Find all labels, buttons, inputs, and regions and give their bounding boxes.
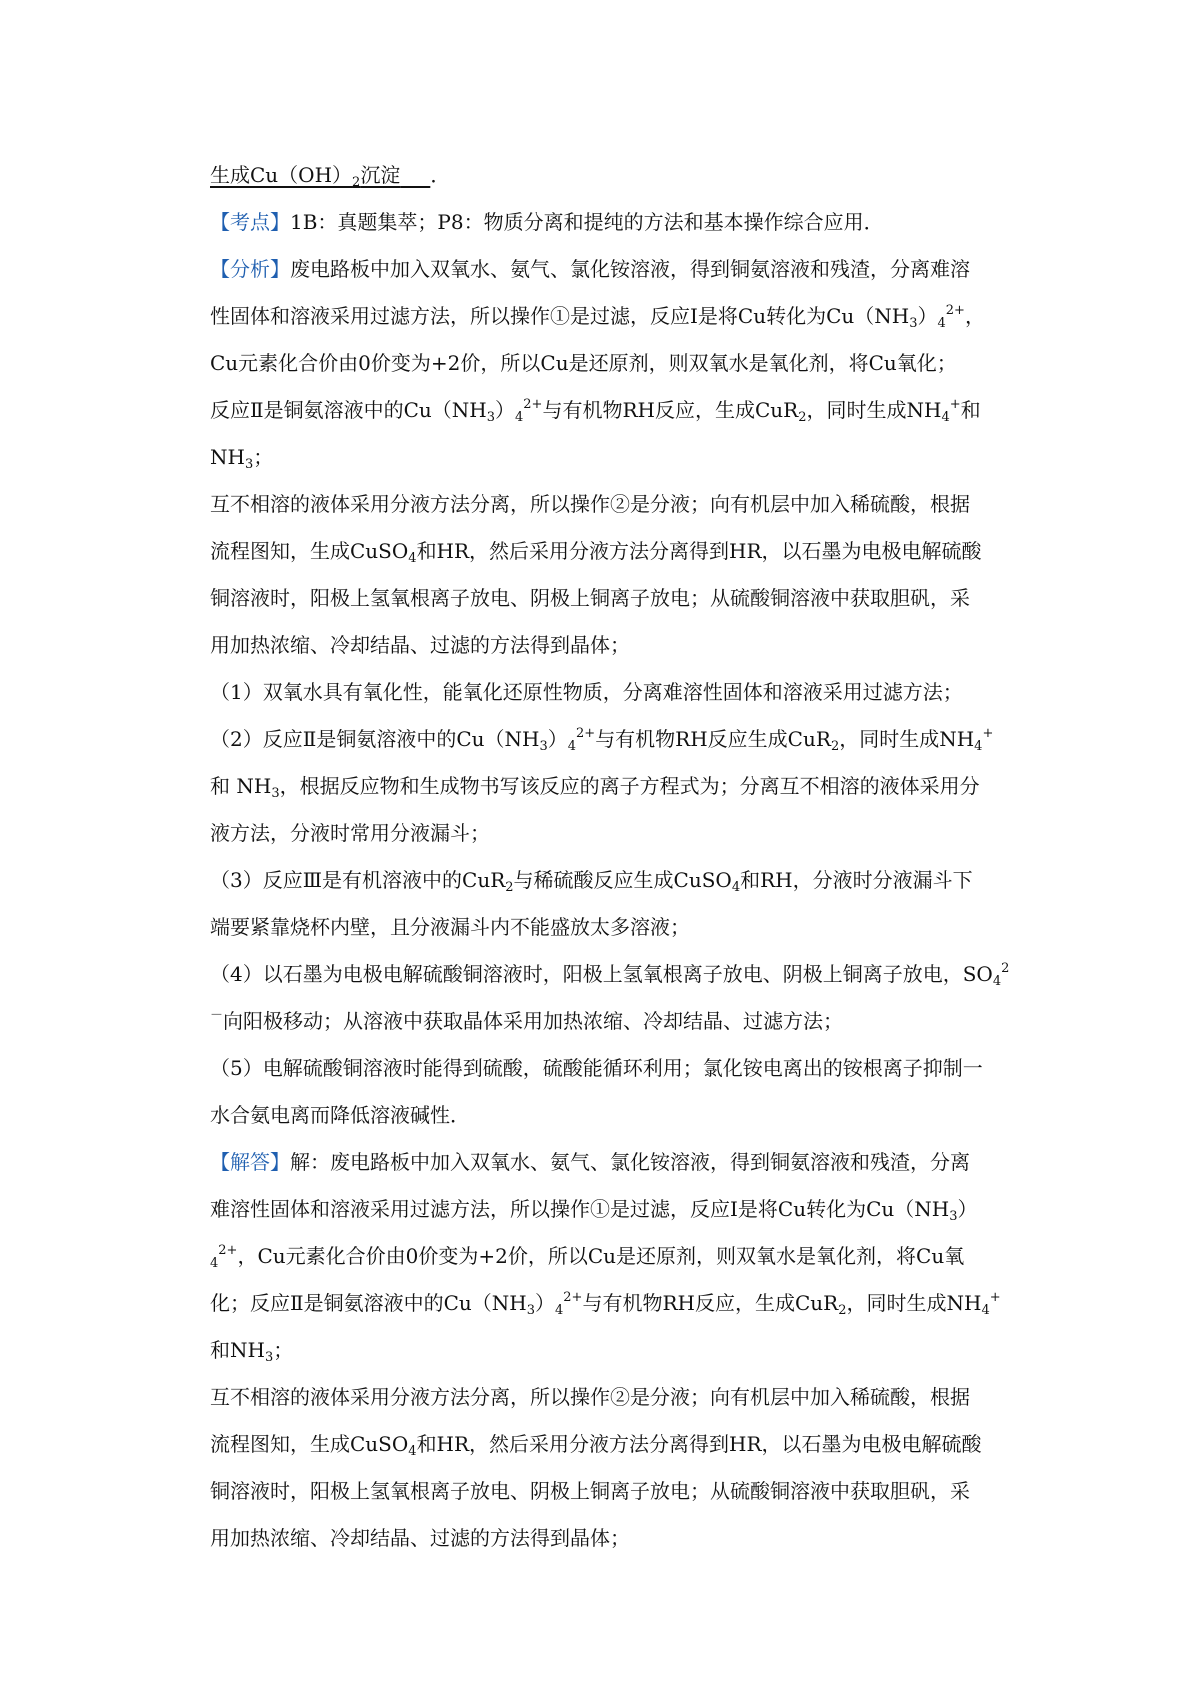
text: ，同时生成NH	[839, 727, 975, 751]
subscript: 2	[352, 175, 361, 190]
text: 和 NH	[210, 774, 272, 798]
subscript: 3	[264, 1350, 274, 1365]
superscript: +	[982, 726, 994, 741]
subscript: 2	[838, 1303, 847, 1318]
text: ）	[535, 1291, 555, 1315]
text: （1）双氧水具有氧化性，能氧化还原性物质，分离难溶性固体和溶液采用过滤方法；	[210, 680, 963, 704]
text: ；	[253, 445, 274, 469]
text: 流程图知，生成CuSO	[210, 539, 409, 563]
text: 沉淀	[360, 163, 401, 187]
subscript: 3	[486, 410, 495, 425]
text: （3）反应Ⅲ是有机溶液中的CuR	[210, 868, 506, 892]
answer-body	[210, 152, 1022, 1562]
jieda-line-7	[210, 1421, 1022, 1468]
fenxi-line-7	[210, 528, 1022, 575]
point-4-line-2	[210, 998, 1022, 1045]
text: 互不相溶的液体采用分液方法分离，所以操作②是分液；向有机层中加入稀硫酸，根据	[210, 1385, 970, 1409]
text: ，同时生成NH	[846, 1291, 982, 1315]
text: ；	[273, 1338, 294, 1362]
subscript: 4	[974, 739, 983, 754]
text: 向阳极移动；从溶液中获取晶体采用加热浓缩、冷却结晶、过滤方法；	[223, 1009, 844, 1033]
point-2-line-2	[210, 763, 1022, 810]
text: （2）反应Ⅱ是铜氨溶液中的Cu（NH	[210, 727, 540, 751]
superscript: 2+	[218, 1243, 238, 1258]
jieda-tag: 【解答】	[210, 1150, 290, 1174]
subscript: 4	[515, 410, 524, 425]
text: ）	[917, 304, 938, 328]
text: 性固体和溶液采用过滤方法，所以操作①是过滤，反应Ⅰ是将Cu转化为Cu（NH	[210, 304, 910, 328]
fenxi-line-3	[210, 340, 1022, 387]
text: 铜溶液时，阳极上氢氧根离子放电、阴极上铜离子放电；从硫酸铜溶液中获取胆矾，采	[210, 586, 970, 610]
text: ，Cu元素化合价由0价变为+2价，所以Cu是还原剂，则双氧水是氧化剂，将Cu氧	[237, 1244, 965, 1268]
text: 用加热浓缩、冷却结晶、过滤的方法得到晶体；	[210, 1526, 630, 1550]
superscript: 2+	[945, 303, 965, 318]
subscript: 4	[992, 974, 1002, 989]
fenxi-line-4	[210, 387, 1022, 434]
superscript: 2+	[576, 726, 596, 741]
subscript: 4	[981, 1303, 990, 1318]
point-2	[210, 716, 1022, 763]
text: 与稀硫酸反应生成CuSO	[513, 868, 732, 892]
subscript: 3	[949, 1209, 958, 1224]
superscript: 2	[1001, 961, 1010, 976]
point-5	[210, 1045, 1022, 1092]
text: 水合氨电离而降低溶液碱性．	[210, 1103, 470, 1127]
subscript: 4	[408, 1444, 417, 1459]
text: 铜溶液时，阳极上氢氧根离子放电、阴极上铜离子放电；从硫酸铜溶液中获取胆矾，采	[210, 1479, 970, 1503]
jieda-line-4	[210, 1280, 1022, 1327]
text: NH	[210, 445, 245, 469]
text: 难溶性固体和溶液采用过滤方法，所以操作①是过滤，反应Ⅰ是将Cu转化为Cu（NH	[210, 1197, 950, 1221]
text: 和	[960, 398, 981, 422]
jieda-line-9	[210, 1515, 1022, 1562]
fenxi-line-6	[210, 481, 1022, 528]
subscript: 2	[798, 410, 807, 425]
text: （5）电解硫酸铜溶液时能得到硫酸，硫酸能循环利用；氯化铵电离出的铵根离子抑制一	[210, 1056, 983, 1080]
jieda-line-8	[210, 1468, 1022, 1515]
text: 液方法，分液时常用分液漏斗；	[210, 821, 490, 845]
text: Cu元素化合价由0价变为+2价，所以Cu是还原剂，则双氧水是氧化剂，将Cu氧化；	[210, 351, 957, 375]
point-2-line-3	[210, 810, 1022, 857]
subscript: 4	[408, 551, 417, 566]
text: 化；反应Ⅱ是铜氨溶液中的Cu（NH	[210, 1291, 527, 1315]
subscript: 2	[830, 739, 840, 754]
text: 和HR，然后采用分液方法分离得到HR，以石墨为电极电解硫酸	[416, 1432, 982, 1456]
subscript: 3	[909, 316, 918, 331]
subscript: 4	[731, 880, 741, 895]
text: 和NH	[210, 1338, 265, 1362]
kaodian-text: 1B：真题集萃；P8：物质分离和提纯的方法和基本操作综合应用．	[290, 210, 884, 234]
text: 与有机物RH反应生成CuR	[595, 727, 831, 751]
point-3	[210, 857, 1022, 904]
text: ，根据反应物和生成物书写该反应的离子方程式为；分离互不相溶的液体采用分	[279, 774, 980, 798]
fenxi-line-2	[210, 293, 1022, 340]
superscript: +	[949, 397, 961, 412]
text: ，	[964, 304, 985, 328]
subscript: 3	[244, 457, 254, 472]
fenxi-line-8	[210, 575, 1022, 622]
subscript: 3	[539, 739, 548, 754]
text: ）	[547, 727, 568, 751]
subscript: 4	[941, 410, 950, 425]
fenxi-tag: 【分析】	[210, 257, 290, 281]
text: ，同时生成NH	[806, 398, 942, 422]
point-5-line-2	[210, 1092, 1022, 1139]
fenxi-line-1	[210, 246, 1022, 293]
superscript: －	[210, 1008, 224, 1023]
text: ）	[495, 398, 515, 422]
jieda-line-2	[210, 1186, 1022, 1233]
jieda-line-1	[210, 1139, 1022, 1186]
subscript: 2	[505, 880, 514, 895]
jieda-line-3	[210, 1233, 1022, 1280]
text: 端要紧靠烧杯内壁，且分液漏斗内不能盛放太多溶液；	[210, 915, 690, 939]
fenxi-line-9	[210, 622, 1022, 669]
superscript: 2+	[563, 1290, 583, 1305]
kaodian-tag: 【考点】	[210, 210, 290, 234]
text: 生成Cu（OH）	[210, 163, 353, 187]
superscript: 2+	[523, 397, 543, 412]
point-4	[210, 951, 1022, 998]
text: 和RH，分液时分液漏斗下	[740, 868, 973, 892]
text: 与有机物RH反应，生成CuR	[582, 1291, 839, 1315]
text: 解：废电路板中加入双氧水、氨气、氯化铵溶液，得到铜氨溶液和残渣，分离	[290, 1150, 970, 1174]
text: ．	[430, 163, 451, 187]
subscript: 4	[937, 316, 946, 331]
subscript: 4	[555, 1303, 564, 1318]
text: 与有机物RH反应，生成CuR	[542, 398, 799, 422]
fenxi-line-5	[210, 434, 1022, 481]
line-top	[210, 152, 1022, 199]
text: 互不相溶的液体采用分液方法分离，所以操作②是分液；向有机层中加入稀硫酸，根据	[210, 492, 970, 516]
text: 反应Ⅱ是铜氨溶液中的Cu（NH	[210, 398, 487, 422]
subscript: 4	[567, 739, 577, 754]
point-1	[210, 669, 1022, 716]
jieda-line-6	[210, 1374, 1022, 1421]
subscript: 3	[271, 786, 280, 801]
jieda-line-5	[210, 1327, 1022, 1374]
point-3-line-2	[210, 904, 1022, 951]
text: （4）以石墨为电极电解硫酸铜溶液时，阳极上氢氧根离子放电、阴极上铜离子放电，SO	[210, 962, 993, 986]
text: 废电路板中加入双氧水、氨气、氯化铵溶液，得到铜氨溶液和残渣，分离难溶	[290, 257, 970, 281]
text: 和HR，然后采用分液方法分离得到HR，以石墨为电极电解硫酸	[416, 539, 982, 563]
subscript: 3	[526, 1303, 535, 1318]
superscript: +	[989, 1290, 1001, 1305]
text: ）	[957, 1197, 978, 1221]
text: 流程图知，生成CuSO	[210, 1432, 409, 1456]
subscript: 4	[210, 1256, 219, 1271]
kaodian-line	[210, 199, 1022, 246]
text: 用加热浓缩、冷却结晶、过滤的方法得到晶体；	[210, 633, 630, 657]
